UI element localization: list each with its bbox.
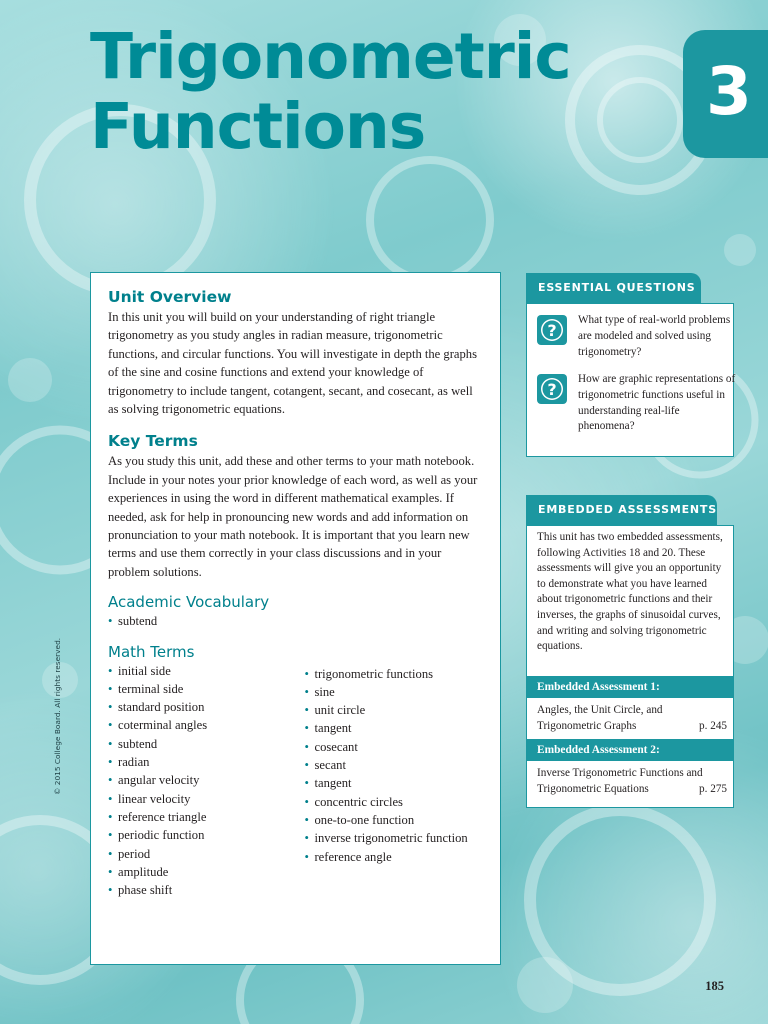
key-terms-text: As you study this unit, add these and other terms to your math notebook. Include in your notes your prior knowledge of each word, as well as your experiences in using the word in different mathematical examples. If needed, ask for help in pronouncing new words and add information on pronunciation to your math notebook. It is important that you learn new terms and use them correctly in your class discussions and in your problem solutions. — [108, 454, 478, 579]
math-terms-column-2 — [304, 662, 484, 900]
math-terms-columns — [108, 662, 484, 900]
list-item: • amplitude — [108, 863, 304, 881]
list-item: • unit circle — [304, 701, 484, 719]
list-item: • sine — [304, 683, 484, 701]
list-item: • tangent — [304, 719, 484, 737]
unit-overview-panel — [90, 272, 501, 965]
list-item: • period — [108, 845, 304, 863]
essential-question-text: How are graphic representations of trigonometric functions useful in understanding real-life phenomena? — [578, 373, 736, 433]
key-terms-heading: Key Terms — [108, 432, 198, 451]
list-item: • subtend — [108, 735, 304, 753]
unit-number-tab — [683, 30, 768, 158]
unit-overview-heading: Unit Overview — [108, 288, 232, 306]
embedded-assessment-description: Inverse Trigonometric Functions and Trigonometric Equations — [537, 767, 703, 795]
embedded-assessment-1-item — [537, 702, 727, 734]
essential-question-text: What type of real-world problems are modeled and solved using trigonometry? — [578, 314, 731, 358]
svg-text:?: ? — [547, 321, 557, 340]
list-item: • periodic function — [108, 826, 304, 844]
embedded-assessment-2-item — [537, 765, 727, 797]
list-item: • coterminal angles — [108, 716, 304, 734]
embedded-assessment-1-label: Embedded Assessment 1: — [527, 676, 733, 698]
list-item: • subtend — [108, 612, 484, 630]
list-item: • terminal side — [108, 680, 304, 698]
list-item: • reference angle — [304, 848, 484, 866]
unit-title-line1: Trigonometric — [90, 20, 571, 93]
math-terms-column-1 — [108, 662, 304, 900]
question-mark-icon — [537, 315, 567, 345]
list-item: • standard position — [108, 698, 304, 716]
list-item: • inverse trigonometric function — [304, 829, 484, 847]
copyright-notice: © 2015 College Board. All rights reserved. — [53, 637, 62, 795]
math-terms-heading: Math Terms — [108, 642, 195, 661]
embedded-assessment-page: p. 245 — [699, 720, 727, 732]
list-item: • reference triangle — [108, 808, 304, 826]
embedded-assessment-page: p. 275 — [699, 783, 727, 795]
list-item: • secant — [304, 756, 484, 774]
list-item: • angular velocity — [108, 771, 304, 789]
unit-title-line2: Functions — [90, 90, 426, 163]
list-item: • tangent — [304, 774, 484, 792]
list-item: • initial side — [108, 662, 304, 680]
academic-vocabulary-heading: Academic Vocabulary — [108, 593, 270, 612]
unit-number: 3 — [706, 53, 752, 130]
embedded-assessment-2-label: Embedded Assessment 2: — [527, 739, 733, 761]
embedded-assessments-label: EMBEDDED ASSESSMENTS — [526, 495, 717, 525]
list-item: • cosecant — [304, 738, 484, 756]
list-item: • radian — [108, 753, 304, 771]
list-item: • one-to-one function — [304, 811, 484, 829]
list-item: • trigonometric functions — [304, 665, 484, 683]
embedded-assessments-intro: This unit has two embedded assessments, following Activities 18 and 20. These assessments will give you an opportunity to demonstrate what you have learned about trigonometric functions and their inverses, the graphs of sinusoidal curves, and writing and solving trigonometric equations. — [537, 531, 723, 653]
svg-text:?: ? — [547, 380, 557, 399]
page-number: 185 — [705, 979, 724, 993]
question-mark-icon — [537, 374, 567, 404]
list-item: • linear velocity — [108, 790, 304, 808]
list-item: • concentric circles — [304, 793, 484, 811]
academic-vocabulary-list — [108, 612, 484, 630]
unit-overview-text: In this unit you will build on your understanding of right triangle trigonometry as you study angles in radian measure, trigonometric functions, and circular functions. You will investigate in depth the graphs of the sine and cosine functions and extend your knowledge of trigonometry to include tangent, cotangent, secant, and cosecant, as well as solving trigonometric equations. — [108, 310, 477, 417]
embedded-assessments-panel — [526, 525, 734, 808]
unit-title — [90, 22, 571, 162]
list-item: • phase shift — [108, 881, 304, 899]
essential-questions-panel — [526, 303, 734, 457]
embedded-assessment-description: Angles, the Unit Circle, and Trigonometric Graphs — [537, 704, 663, 732]
essential-questions-label: ESSENTIAL QUESTIONS — [526, 273, 701, 303]
